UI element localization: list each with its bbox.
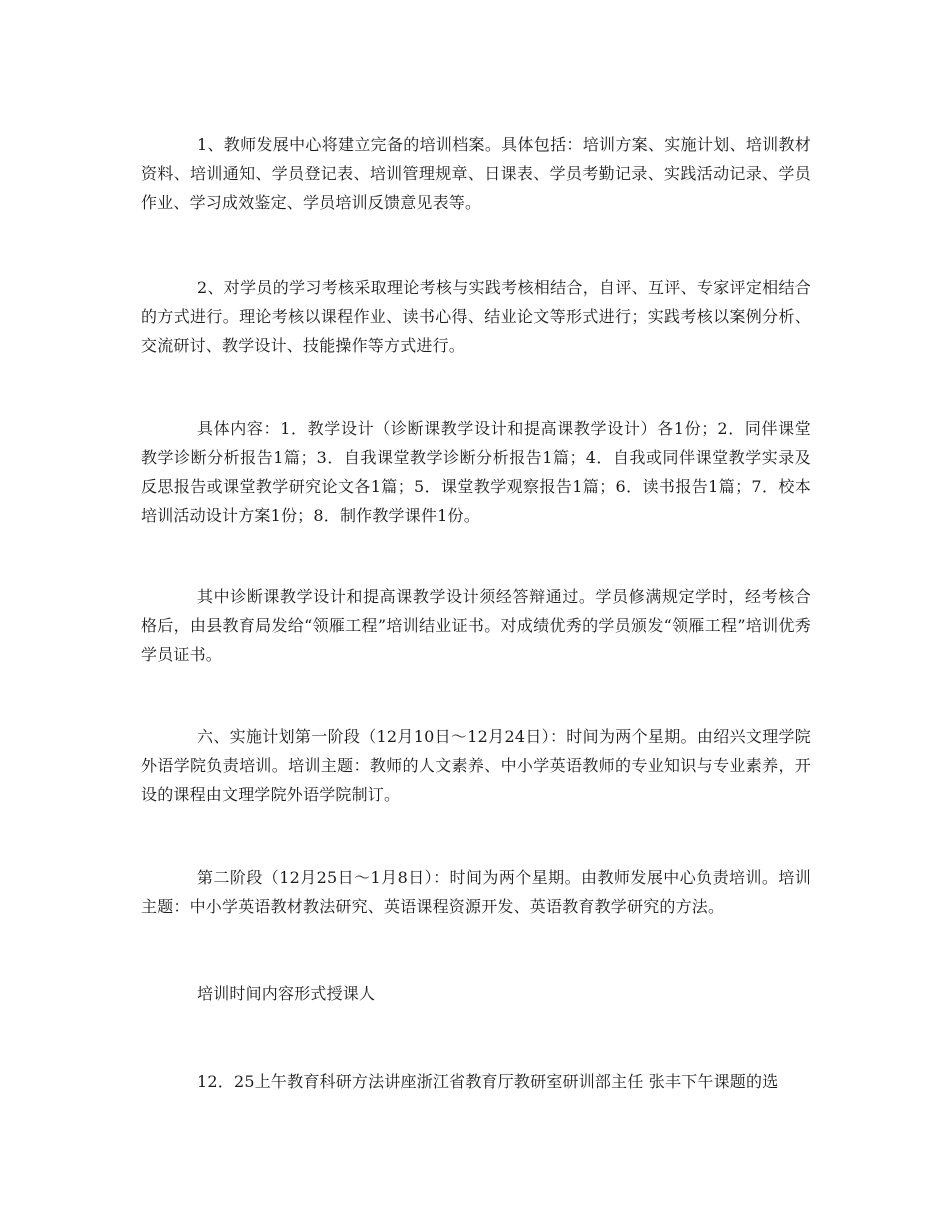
paragraph-schedule-row: 12．25上午教育科研方法讲座浙江省教育厅教研室研训部主任 张丰下午课题的选 — [197, 1072, 779, 1091]
paragraph-schedule-header: 培训时间内容形式授课人 — [197, 984, 376, 1003]
paragraph-assessment-method: 2、对学员的学习考核采取理论考核与实践考核相结合，自评、互评、专家评定相结合的方式进行。理论考核以课程作业、读书心得、结业论文等形式进行；实践考核以案例分析、交流研讨、教学设计、技能操作等方式进行。 — [141, 278, 811, 355]
paragraph-phase-one: 六、实施计划第一阶段（12月10日～12月24日）：时间为两个星期。由绍兴文理学院外语学院负责培训。培训主题：教师的人文素养、中小学英语教师的专业知识与专业素养，开设的课程由文理学院外语学院制订。 — [141, 727, 811, 804]
paragraph-training-archive: 1、教师发展中心将建立完备的培训档案。具体包括：培训方案、实施计划、培训教材资料、培训通知、学员登记表、培训管理规章、日课表、学员考勤记录、实践活动记录、学员作业、学习成效鉴定、学员培训反馈意见表等。 — [141, 135, 811, 212]
paragraph-certificate: 其中诊断课教学设计和提高课教学设计须经答辩通过。学员修满规定学时，经考核合格后，由县教育局发给“领雁工程”培训结业证书。对成绩优秀的学员颁发“领雁工程”培训优秀学员证书。 — [141, 587, 811, 664]
paragraph-phase-two: 第二阶段（12月25日～1月8日）：时间为两个星期。由教师发展中心负责培训。培训主题：中小学英语教材教法研究、英语课程资源开发、英语教育教学研究的方法。 — [141, 868, 811, 916]
paragraph-specific-content: 具体内容：1．教学设计（诊断课教学设计和提高课教学设计）各1份；2．同伴课堂教学诊断分析报告1篇；3．自我课堂教学诊断分析报告1篇；4．自我或同伴课堂教学实录及反思报告或课堂教学研究论文各1篇；5．课堂教学观察报告1篇；6．读书报告1篇；7．校本培训活动设计方案1份；8．制作教学课件1份。 — [141, 419, 811, 525]
